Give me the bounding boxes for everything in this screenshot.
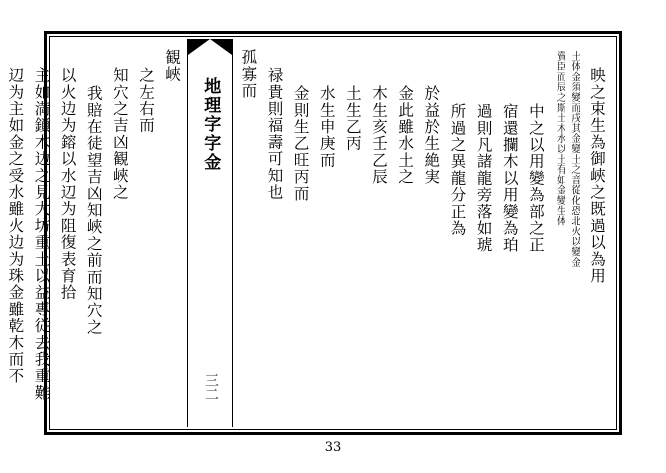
text-column: 以火边为鎔以水辺为阻復表育拾 <box>58 67 77 301</box>
bottom-page-number: 33 <box>324 440 342 455</box>
text-column: 映之束生為御峽之既過以為用 <box>588 67 606 285</box>
text-column: 木生亥壬乙辰 <box>370 85 389 186</box>
text-column: 観峽 <box>163 49 182 83</box>
text-column: 過則凡諸龍旁落如琥 <box>474 103 493 254</box>
text-column: 主如満鎖木边之見大坊重土以益專従去我重難 <box>32 67 51 401</box>
text-column: 土生乙丙 <box>343 85 362 152</box>
folio-number: 三二 <box>202 373 219 401</box>
text-column: 所過之異龍分正為 <box>448 103 467 237</box>
interlinear-note <box>552 49 581 421</box>
center-fold-banxin <box>187 39 233 427</box>
text-column: 知穴之吉凶観峽之 <box>110 67 129 201</box>
book-title: 地理字字金 <box>200 77 221 172</box>
right-leaf <box>233 39 614 427</box>
text-column: 金則生乙旺丙而 <box>291 85 310 202</box>
text-column: 之左右而 <box>137 67 156 134</box>
text-column: 我賠在徒望吉凶知峽之前而知穴之 <box>84 85 103 336</box>
fishtail-mark-icon <box>188 39 232 65</box>
left-leaf <box>0 39 187 427</box>
text-column: 禄貴則福壽可知也 <box>265 67 284 201</box>
text-column: 於益於生絶実 <box>422 85 441 186</box>
text-column: 宿還攔木以用變為珀 <box>500 103 519 254</box>
text-column: 辺为主如金之受水雖火边为珠金雖乾木而不 <box>6 67 25 385</box>
note-line: 賣臣而辰之斯土木水以土有如金變生体 <box>554 51 566 227</box>
page-text-area <box>6 39 614 427</box>
text-column: 孤寡而 <box>239 49 258 100</box>
text-column: 金此雖水土之 <box>396 85 415 186</box>
text-column: 水生申庚而 <box>317 85 336 169</box>
note-line: 土体金須變而戌其金變土之音從化恐北火以變金 <box>568 51 580 268</box>
text-column: 中之以用變為部之正 <box>526 103 545 254</box>
